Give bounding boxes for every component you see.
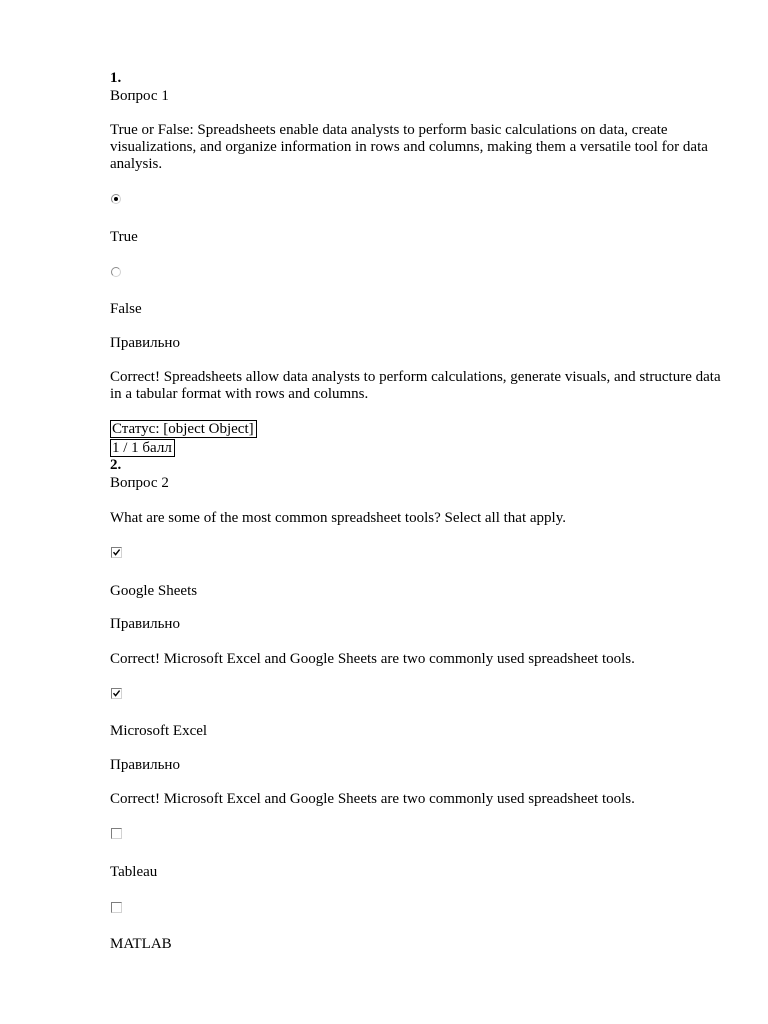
question-2-number: 2. <box>110 457 122 473</box>
question-2-option-matlab-label: MATLAB <box>110 936 172 952</box>
question-2-option-google-sheets-label: Google Sheets <box>110 583 198 599</box>
question-1-radio-true[interactable] <box>111 194 121 204</box>
question-2-checkbox-tableau[interactable] <box>111 828 122 839</box>
question-2-option-microsoft-excel-feedback: Correct! Microsoft Excel and Google Sheets are two commonly used spreadsheet tools. <box>110 791 635 807</box>
question-1-option-true-label: True <box>110 229 138 245</box>
question-1-status: Статус: [object Object] <box>110 420 257 438</box>
question-2-option-microsoft-excel-label: Microsoft Excel <box>110 723 208 739</box>
question-1-text: True or False: Spreadsheets enable data analysts to perform basic calculations on data, create visualizations, and organize information in rows and columns, making them a versatile tool for data analysis. <box>110 122 708 172</box>
question-2-checkbox-google-sheets[interactable] <box>111 547 122 558</box>
checkmark-icon <box>112 689 121 698</box>
question-1-title: Вопрос 1 <box>110 88 169 104</box>
question-2-checkbox-matlab[interactable] <box>111 902 122 913</box>
question-2-option-google-sheets-result: Правильно <box>110 616 180 632</box>
question-2-option-microsoft-excel-result: Правильно <box>110 757 180 773</box>
question-1-result: Правильно <box>110 335 180 351</box>
question-1-radio-false[interactable] <box>111 267 121 277</box>
question-1-score: 1 / 1 балл <box>110 439 175 457</box>
checkmark-icon <box>112 548 121 557</box>
question-1-number: 1. <box>110 70 122 86</box>
question-1-option-false-label: False <box>110 301 142 317</box>
question-2-checkbox-microsoft-excel[interactable] <box>111 688 122 699</box>
question-2-option-tableau-label: Tableau <box>110 864 158 880</box>
radio-selected-dot <box>114 197 118 201</box>
question-2-text: What are some of the most common spreadsheet tools? Select all that apply. <box>110 510 566 526</box>
question-2-option-google-sheets-feedback: Correct! Microsoft Excel and Google Sheets are two commonly used spreadsheet tools. <box>110 651 635 667</box>
question-1-feedback: Correct! Spreadsheets allow data analysts to perform calculations, generate visuals, and structure data in a tabular format with rows and columns. <box>110 369 721 402</box>
question-2-title: Вопрос 2 <box>110 475 169 491</box>
